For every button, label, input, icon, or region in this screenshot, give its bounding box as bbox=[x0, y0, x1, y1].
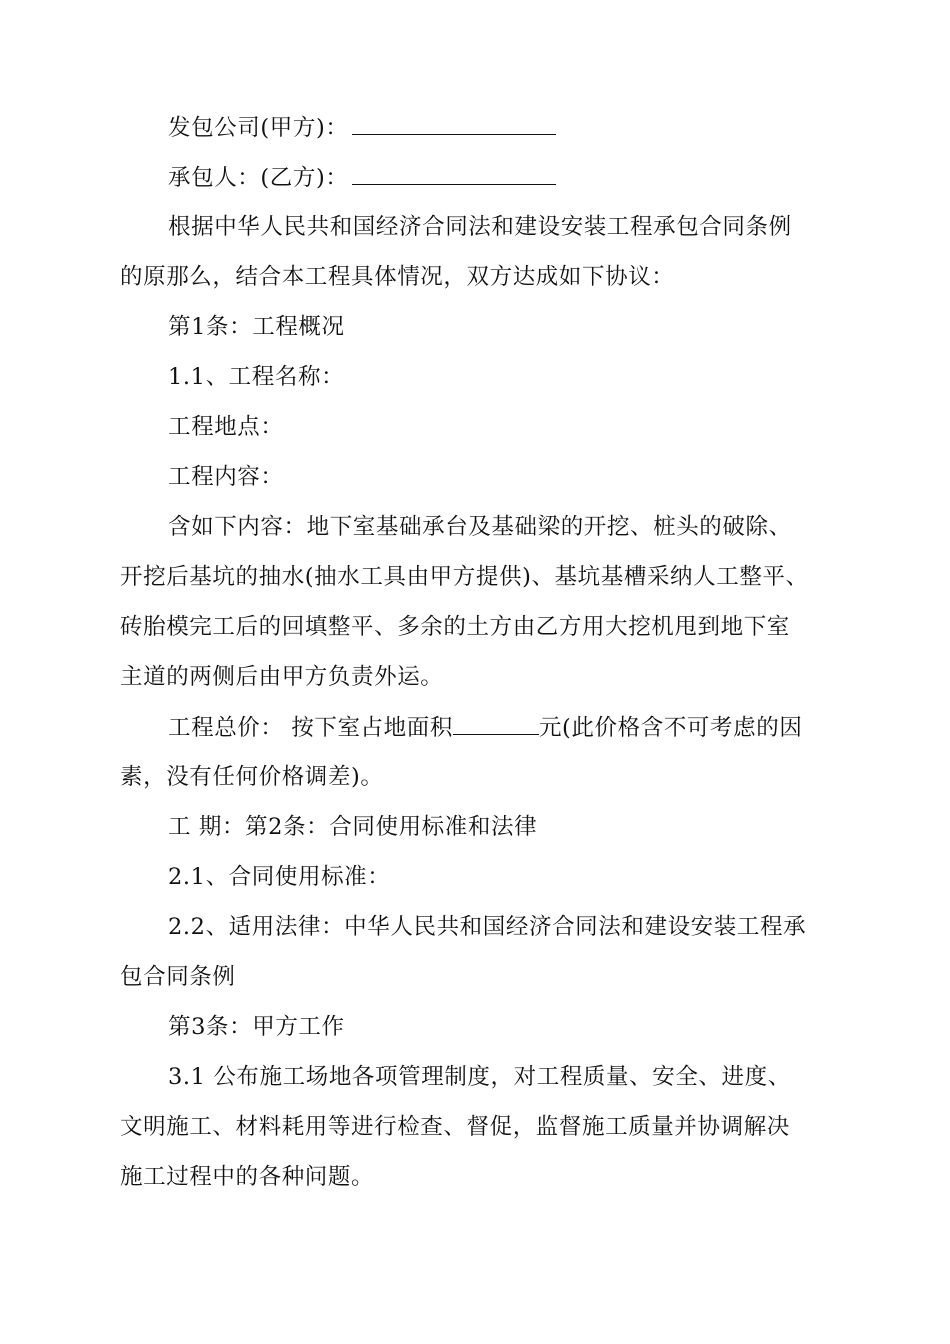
price-line-2: 素，没有任何价格调差)。 bbox=[120, 764, 384, 790]
price-blank bbox=[453, 712, 539, 735]
project-content: 工程内容： bbox=[168, 464, 284, 490]
party-a-label: 发包公司(甲方)： bbox=[168, 115, 349, 141]
article-2-title: 工 期：第2条：合同使用标准和法律 bbox=[168, 814, 538, 840]
item-2-2-line-2: 包合同条例 bbox=[120, 964, 236, 990]
party-a-line bbox=[168, 112, 556, 143]
item-3-1-line-2: 文明施工、材料耗用等进行检查、督促，监督施工质量并协调解决 bbox=[120, 1114, 790, 1140]
item-2-2-line-1: 2.2、适用法律：中华人民共和国经济合同法和建设安装工程承 bbox=[168, 914, 807, 940]
content-line-3: 砖胎模完工后的回填整平、多余的土方由乙方用大挖机甩到地下室 bbox=[120, 614, 790, 640]
preamble-line-1: 根据中华人民共和国经济合同法和建设安装工程承包合同条例 bbox=[168, 214, 792, 240]
content-line-4: 主道的两侧后由甲方负责外运。 bbox=[120, 664, 444, 690]
article-1-title: 第1条：工程概况 bbox=[168, 314, 345, 340]
party-b-label: 承包人：(乙方)： bbox=[168, 165, 349, 191]
article-3-title: 第3条：甲方工作 bbox=[168, 1014, 345, 1040]
price-line-1 bbox=[168, 712, 802, 743]
item-2-1: 2.1、合同使用标准： bbox=[168, 864, 391, 890]
item-1-1: 1.1、工程名称： bbox=[168, 364, 345, 390]
party-b-blank bbox=[352, 162, 556, 185]
item-3-1-line-3: 施工过程中的各种问题。 bbox=[120, 1164, 375, 1190]
price-prefix: 工程总价： 按下室占地面积 bbox=[168, 715, 453, 741]
project-location: 工程地点： bbox=[168, 414, 284, 440]
party-b-line bbox=[168, 162, 556, 193]
party-a-blank bbox=[352, 112, 556, 135]
content-line-2: 开挖后基坑的抽水(抽水工具由甲方提供)、基坑基槽采纳人工整平、 bbox=[120, 564, 809, 590]
price-suffix: 元(此价格含不可考虑的因 bbox=[538, 715, 803, 741]
preamble-line-2: 的原那么，结合本工程具体情况，双方达成如下协议： bbox=[120, 264, 675, 290]
item-3-1-line-1: 3.1 公布施工场地各项管理制度，对工程质量、安全、进度、 bbox=[168, 1064, 791, 1090]
content-line-1: 含如下内容：地下室基础承台及基础梁的开挖、桩头的破除、 bbox=[168, 514, 792, 540]
